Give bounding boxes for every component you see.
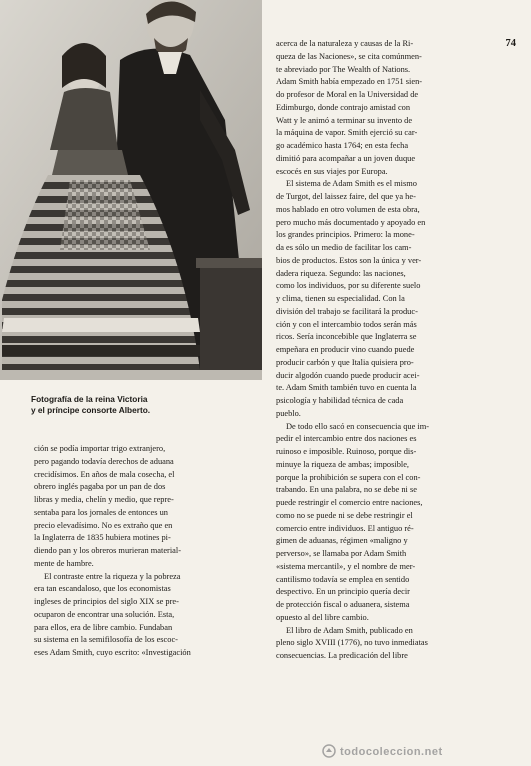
page-number: 74 bbox=[505, 38, 516, 49]
text-line: la Inglaterra de 1835 hubiera motines pi- bbox=[34, 533, 171, 543]
text-line: como no se puede ni se debe restringir el bbox=[276, 510, 413, 520]
text-line: para ellos, era de libre cambio. Fundaban bbox=[34, 622, 173, 632]
text-line: consecuencias. La predicación del libre bbox=[276, 651, 408, 660]
text-line: despectivo. En un principio quería decir bbox=[276, 587, 410, 597]
text-line: psicología y habilidad técnica de cada bbox=[276, 396, 404, 405]
text-line: era tan escandaloso, que los economistas bbox=[34, 584, 171, 594]
text-line: acerca de la naturaleza y causas de la Ri- bbox=[276, 39, 414, 48]
text-line: libras y media, chelín y medio, que repre- bbox=[34, 495, 174, 504]
text-line: pero pagando todavía derechos de aduana bbox=[34, 456, 174, 466]
text-line: mente de hambre. bbox=[34, 558, 94, 568]
hand-icon bbox=[322, 744, 336, 758]
text-line: ruinoso e imposible. Ruinoso, porque dis- bbox=[276, 447, 417, 456]
caption-line: y el príncipe consorte Alberto. bbox=[31, 405, 151, 415]
text-line: El sistema de Adam Smith es el mismo bbox=[286, 179, 417, 189]
text-line: producir carbón y que Italia quisiera pro- bbox=[276, 357, 414, 367]
text-line: Edimburgo, donde contrajo amistad con bbox=[276, 102, 411, 112]
text-line: go académico hasta 1764; en esta fecha bbox=[276, 141, 409, 150]
text-line: la máquina de vapor. Smith ejerció su car- bbox=[276, 128, 418, 138]
text-line: pleno siglo XVIII (1776), no tuvo inmediatas bbox=[276, 638, 428, 648]
text-line: te abreviado por The Wealth of Nations. bbox=[276, 64, 411, 74]
text-line: su sistema en la semifilosofía de los escoc- bbox=[34, 635, 178, 645]
text-line: «sistema mercantil», y el nombre de mer- bbox=[276, 561, 416, 571]
text-line: El contraste entre la riqueza y la pobreza bbox=[44, 571, 181, 581]
historical-photograph bbox=[0, 0, 262, 380]
text-line: ción y con el intercambio todos serán más bbox=[276, 319, 417, 329]
text-line: cantilismo todavía se emplea en sentido bbox=[276, 574, 410, 584]
text-line: bios de productos. Estos son la única y ver- bbox=[276, 255, 422, 265]
text-line: pueblo. bbox=[276, 408, 301, 418]
photo-caption bbox=[31, 394, 263, 416]
watermark bbox=[322, 744, 527, 762]
text-line: ducir algodón cuando puede producir acei- bbox=[276, 370, 420, 380]
text-line: precio elevadísimo. No es extraño que en bbox=[34, 520, 173, 530]
text-line: El libro de Adam Smith, publicado en bbox=[286, 625, 413, 635]
text-line: de Turgot, del laissez faire, del que ya he- bbox=[276, 192, 416, 201]
text-line: minuye la riqueza de ambas; imposible, bbox=[276, 459, 410, 469]
text-line: dimitió para acompañar a un joven duque bbox=[276, 153, 416, 163]
text-line: ingleses de principios del siglo XIX se pre- bbox=[34, 597, 179, 606]
right-text-column bbox=[276, 38, 506, 663]
text-line: queza de las Naciones», se cita comúnmen- bbox=[276, 51, 422, 61]
text-line: los grandes principios. Primero: la mone- bbox=[276, 230, 415, 240]
text-line: comercio entre individuos. El antiguo ré- bbox=[276, 523, 414, 533]
text-line: da es sólo un medio de facilitar los cam- bbox=[276, 243, 412, 252]
watermark-text: todocoleccion.net bbox=[340, 746, 443, 758]
text-line: empeñara en producir vino cuando puede bbox=[276, 345, 415, 354]
text-line: eses Adam Smith, cuyo escrito: «Investigación bbox=[34, 648, 191, 657]
text-line: te. Adam Smith también tuvo en cuenta la bbox=[276, 383, 417, 393]
text-line: pedir el intercambio entre dos naciones es bbox=[276, 434, 417, 444]
text-line: dadera riqueza. Segundo: las naciones, bbox=[276, 268, 406, 278]
text-line: Adam Smith había empezado en 1751 sien- bbox=[276, 77, 423, 87]
text-line: porque la prohibición se supera con el con- bbox=[276, 472, 421, 482]
text-line: y clima, tienen su especialidad. Con la bbox=[276, 294, 405, 303]
text-line: obrero inglés pagaba por un pan de dos bbox=[34, 482, 166, 492]
text-line: do profesor de Moral en la Universidad de bbox=[276, 90, 419, 99]
text-line: gimen de aduanas, régimen «maligno y bbox=[276, 536, 408, 546]
text-line: diendo pan y los obreros murieran material- bbox=[34, 546, 181, 555]
text-line: ricos. Sería inconcebible que Inglaterra se bbox=[276, 332, 417, 342]
text-line: puede restringir el comercio entre naciones, bbox=[276, 498, 423, 507]
text-line: perverso», se llamaba por Adam Smith bbox=[276, 549, 407, 558]
text-line: de protección fiscal o aduanera, sistema bbox=[276, 600, 410, 609]
text-line: trabando. En una palabra, no se debe ni se bbox=[276, 485, 417, 495]
left-text-column bbox=[34, 443, 264, 660]
text-line: ción se podía importar trigo extranjero, bbox=[34, 444, 166, 453]
text-line: ocuparon de encontrar una solución. Esta, bbox=[34, 609, 175, 619]
text-line: crecidísimos. En años de mala cosecha, el bbox=[34, 469, 175, 479]
caption-line: Fotografía de la reina Victoria bbox=[31, 394, 148, 404]
text-line: mos hablado en otro volumen de esta obra, bbox=[276, 204, 420, 214]
text-line: sentaba para los jornales de entonces un bbox=[34, 507, 168, 517]
text-line: Watt y le animó a terminar su invento de bbox=[276, 115, 413, 125]
text-line: división del trabajo se facilitará la produc- bbox=[276, 306, 418, 316]
text-line: opuesto al del libre cambio. bbox=[276, 612, 369, 622]
text-line: pero mucho más documentado y apoyado en bbox=[276, 217, 426, 227]
text-line: como los individuos, por su diferente suelo bbox=[276, 281, 421, 291]
text-line: escocés en sus viajes por Europa. bbox=[276, 166, 388, 176]
text-line: De todo ello sacó en consecuencia que im- bbox=[286, 421, 430, 431]
